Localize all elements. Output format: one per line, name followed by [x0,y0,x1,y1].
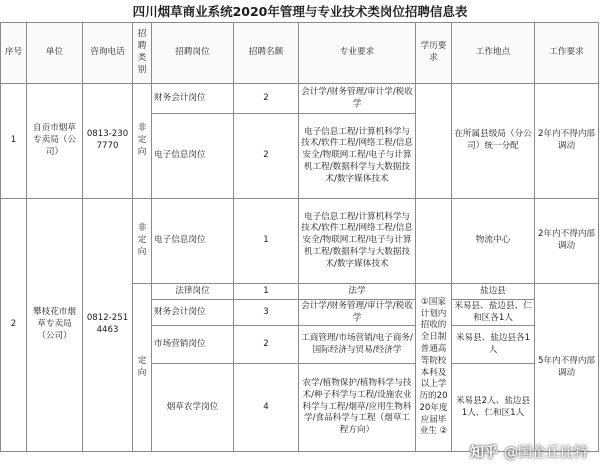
unit-cell: 自贡市烟草专卖局（公司） [27,84,83,199]
header-category: 招聘类别 [133,23,152,84]
header-work-req: 工作要求 [535,23,599,84]
watermark [470,442,588,462]
table-title: 四川烟草商业系统2020年管理与专业技术类岗位招聘信息表 [132,4,468,19]
major-cell: 会计学/财务管理/审计学/税收学 [299,84,416,114]
location-cell: 在所属县级局（分公司）统一分配 [452,84,535,199]
position-cell: 电子信息岗位 [152,114,234,199]
location-cell: 米易县、盐边县、仁和区各1人 [452,300,535,326]
count-cell: 1 [234,199,299,284]
recruitment-table [0,22,599,452]
header-phone: 咨询电话 [83,23,133,84]
major-cell: 法学 [299,284,416,300]
header-count: 招聘名额 [234,23,299,84]
watermark-site: 知乎 [470,445,498,461]
position-cell: 烟草农学岗位 [152,364,234,452]
header-unit: 单位 [27,23,83,84]
count-cell: 1 [234,284,299,300]
location-cell: 米易县2人、盐边县1人、仁和区1人 [452,364,535,452]
location-cell: 米易县、盐边县各1人 [452,326,535,364]
education-cell [416,84,452,199]
work-req-cell: 2年内不得内部调动 [535,199,599,284]
major-cell: 电子信息工程/计算机科学与技术/软件工程/网络工程/信息安全/物联网工程/电子与计算机工程/数据科学与大数据技术/数字媒体技术 [299,114,416,199]
position-cell: 财务会计岗位 [152,300,234,326]
header-seq: 序号 [1,23,27,84]
category-cell: 非定向 [133,199,152,284]
position-cell: 电子信息岗位 [152,199,234,284]
position-cell: 财务会计岗位 [152,84,234,114]
position-cell: 法律岗位 [152,284,234,300]
major-cell: 农学/植物保护/植物科学与技术/种子科学与工程/设施农业科学与工程/烟草/应用生物科学/食品科学与工程（烟草工程方向） [299,364,416,452]
category-cell: 定向 [133,284,152,452]
watermark-handle: @国企丘比特 [504,445,588,461]
location-cell: 盐边县 [452,284,535,300]
major-cell: 电子信息工程/计算机科学与技术/软件工程/网络工程/信息安全/物联网工程/电子与计算机工程/数据科学与大数据技术/数字媒体技术 [299,199,416,284]
table-row [1,199,599,284]
position-cell: 市场营销岗位 [152,326,234,364]
count-cell: 2 [234,84,299,114]
seq-cell: 1 [1,84,27,199]
unit-cell: 攀枝花市烟草专卖局（公司） [27,199,83,452]
phone-cell: 0813-2307770 [83,84,133,199]
work-req-cell: 2年内不得内部调动 [535,84,599,199]
major-cell: 工商管理/市场营销/电子商务/国际经济与贸易/经济学 [299,326,416,364]
header-row [1,23,599,84]
category-cell: 非定向 [133,84,152,199]
table-row [1,84,599,114]
seq-cell: 2 [1,199,27,452]
education-cell [416,199,452,284]
work-req-cell: 5年内不得内部调动 [535,284,599,452]
header-education: 学历要求 [416,23,452,84]
count-cell: 4 [234,364,299,452]
header-location: 工作地点 [452,23,535,84]
count-cell: 3 [234,300,299,326]
phone-cell: 0812-2514463 [83,199,133,452]
count-cell: 2 [234,326,299,364]
header-position: 招聘岗位 [152,23,234,84]
header-major: 专业要求 [299,23,416,84]
count-cell: 2 [234,114,299,199]
education-cell: ①国家计划内招收的全日制普通高等院校本科及以上学历的2020年度应届毕业生 ② [416,284,452,452]
major-cell: 会计学/财务管理/审计学/税收学 [299,300,416,326]
location-cell: 物流中心 [452,199,535,284]
